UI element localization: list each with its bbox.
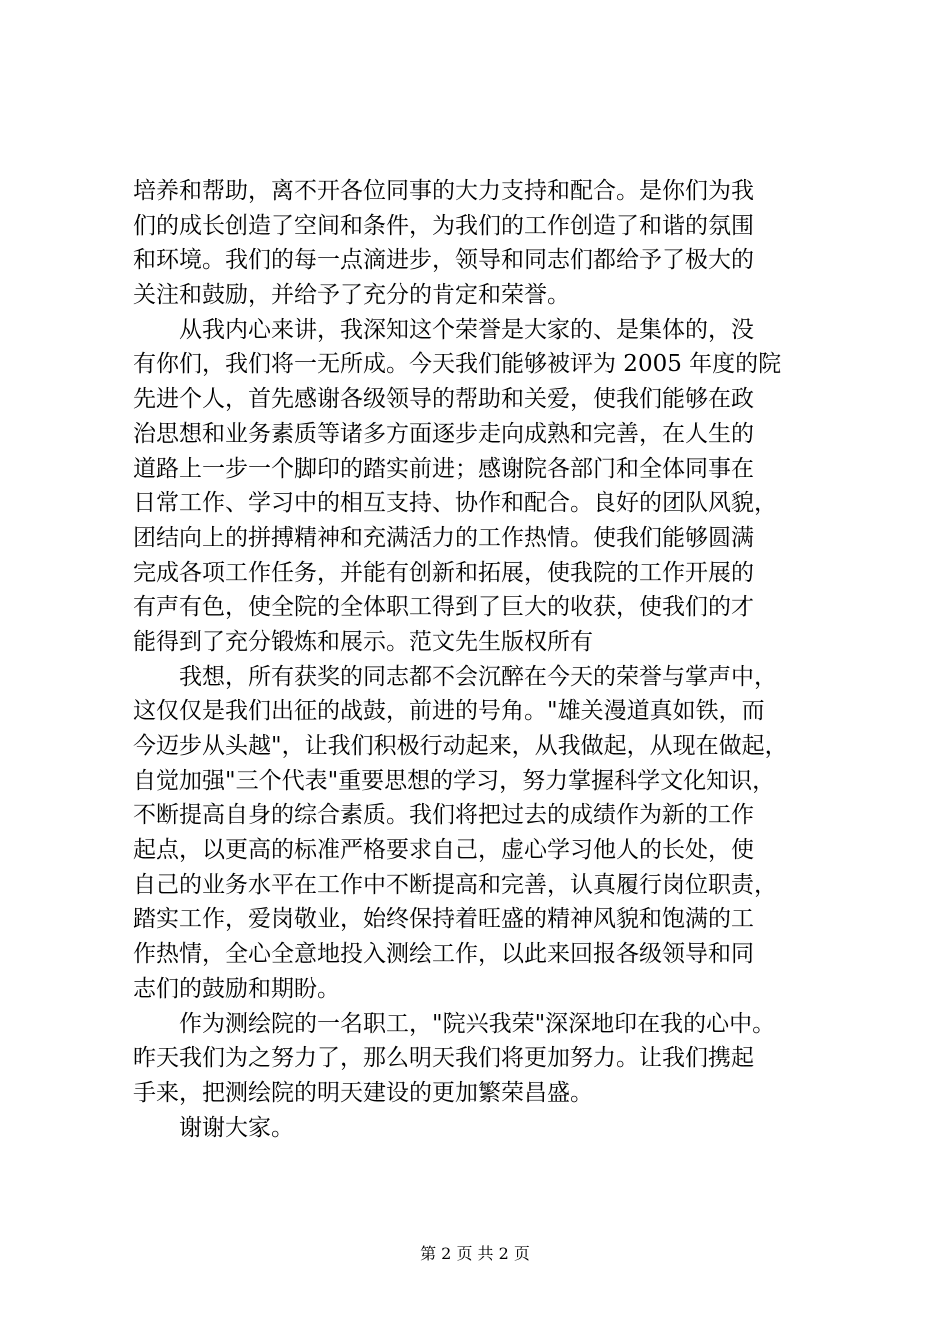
- text-line: 有你们，我们将一无所成。今天我们能够被评为 2005 年度的院: [133, 351, 782, 378]
- text-line: 能得到了充分锻炼和展示。范文先生版权所有: [133, 628, 593, 655]
- page-footer: [0, 1244, 950, 1264]
- text-line: 有声有色，使全院的全体职工得到了巨大的收获，使我们的才: [133, 594, 754, 621]
- paragraph-start-line: 我想，所有获奖的同志都不会沉醉在今天的荣誉与掌声中，: [179, 663, 777, 690]
- text-line: 们的成长创造了空间和条件，为我们的工作创造了和谐的氛围: [133, 212, 754, 239]
- text-line: 手来，把测绘院的明天建设的更加繁荣昌盛。: [133, 1079, 593, 1106]
- body-text: [133, 174, 835, 1145]
- text-line: 治思想和业务素质等诸多方面逐步走向成熟和完善，在人生的: [133, 420, 754, 447]
- text-line: 道路上一步一个脚印的踏实前进；感谢院各部门和全体同事在: [133, 455, 754, 482]
- text-line: 作热情，全心全意地投入测绘工作，以此来回报各级领导和同: [133, 941, 754, 968]
- paragraph-start-line: 从我内心来讲，我深知这个荣誉是大家的、是集体的，没: [179, 316, 754, 343]
- text-line: 完成各项工作任务，并能有创新和拓展，使我院的工作开展的: [133, 559, 754, 586]
- text-line: 自己的业务水平在工作中不断提高和完善，认真履行岗位职责，: [133, 871, 777, 898]
- text-line: 不断提高自身的综合素质。我们将把过去的成绩作为新的工作: [133, 802, 754, 829]
- text-line: 自觉加强"三个代表"重要思想的学习，努力掌握科学文化知识，: [133, 767, 776, 794]
- text-line: 起点，以更高的标准严格要求自己，虚心学习他人的长处，使: [133, 837, 754, 864]
- text-line: 关注和鼓励，并给予了充分的肯定和荣誉。: [133, 282, 570, 309]
- text-line: 日常工作、学习中的相互支持、协作和配合。良好的团队风貌，: [133, 490, 777, 517]
- text-line: 今迈步从头越"，让我们积极行动起来，从我做起，从现在做起，: [133, 733, 788, 759]
- text-line: 团结向上的拼搏精神和充满活力的工作热情。使我们能够圆满: [133, 524, 754, 551]
- text-line: 这仅仅是我们出征的战鼓，前进的号角。"雄关漫道真如铁，而: [133, 698, 765, 725]
- text-line: 培养和帮助，离不开各位同事的大力支持和配合。是你们为我: [133, 178, 754, 204]
- text-line: 和环境。我们的每一点滴进步，领导和同志们都给予了极大的: [133, 247, 754, 274]
- paragraph-start-line: 谢谢大家。: [179, 1114, 294, 1141]
- text-line: 踏实工作，爱岗敬业，始终保持着旺盛的精神风貌和饱满的工: [133, 906, 754, 933]
- text-line: 昨天我们为之努力了，那么明天我们将更加努力。让我们携起: [133, 1045, 754, 1072]
- page-number-label: 第 2 页 共 2 页: [420, 1244, 530, 1263]
- text-line: 先进个人，首先感谢各级领导的帮助和关爱，使我们能够在政: [133, 386, 754, 413]
- text-line: 志们的鼓励和期盼。: [133, 975, 340, 1002]
- paragraph-start-line: 作为测绘院的一名职工，"院兴我荣"深深地印在我的心中。: [179, 1010, 776, 1037]
